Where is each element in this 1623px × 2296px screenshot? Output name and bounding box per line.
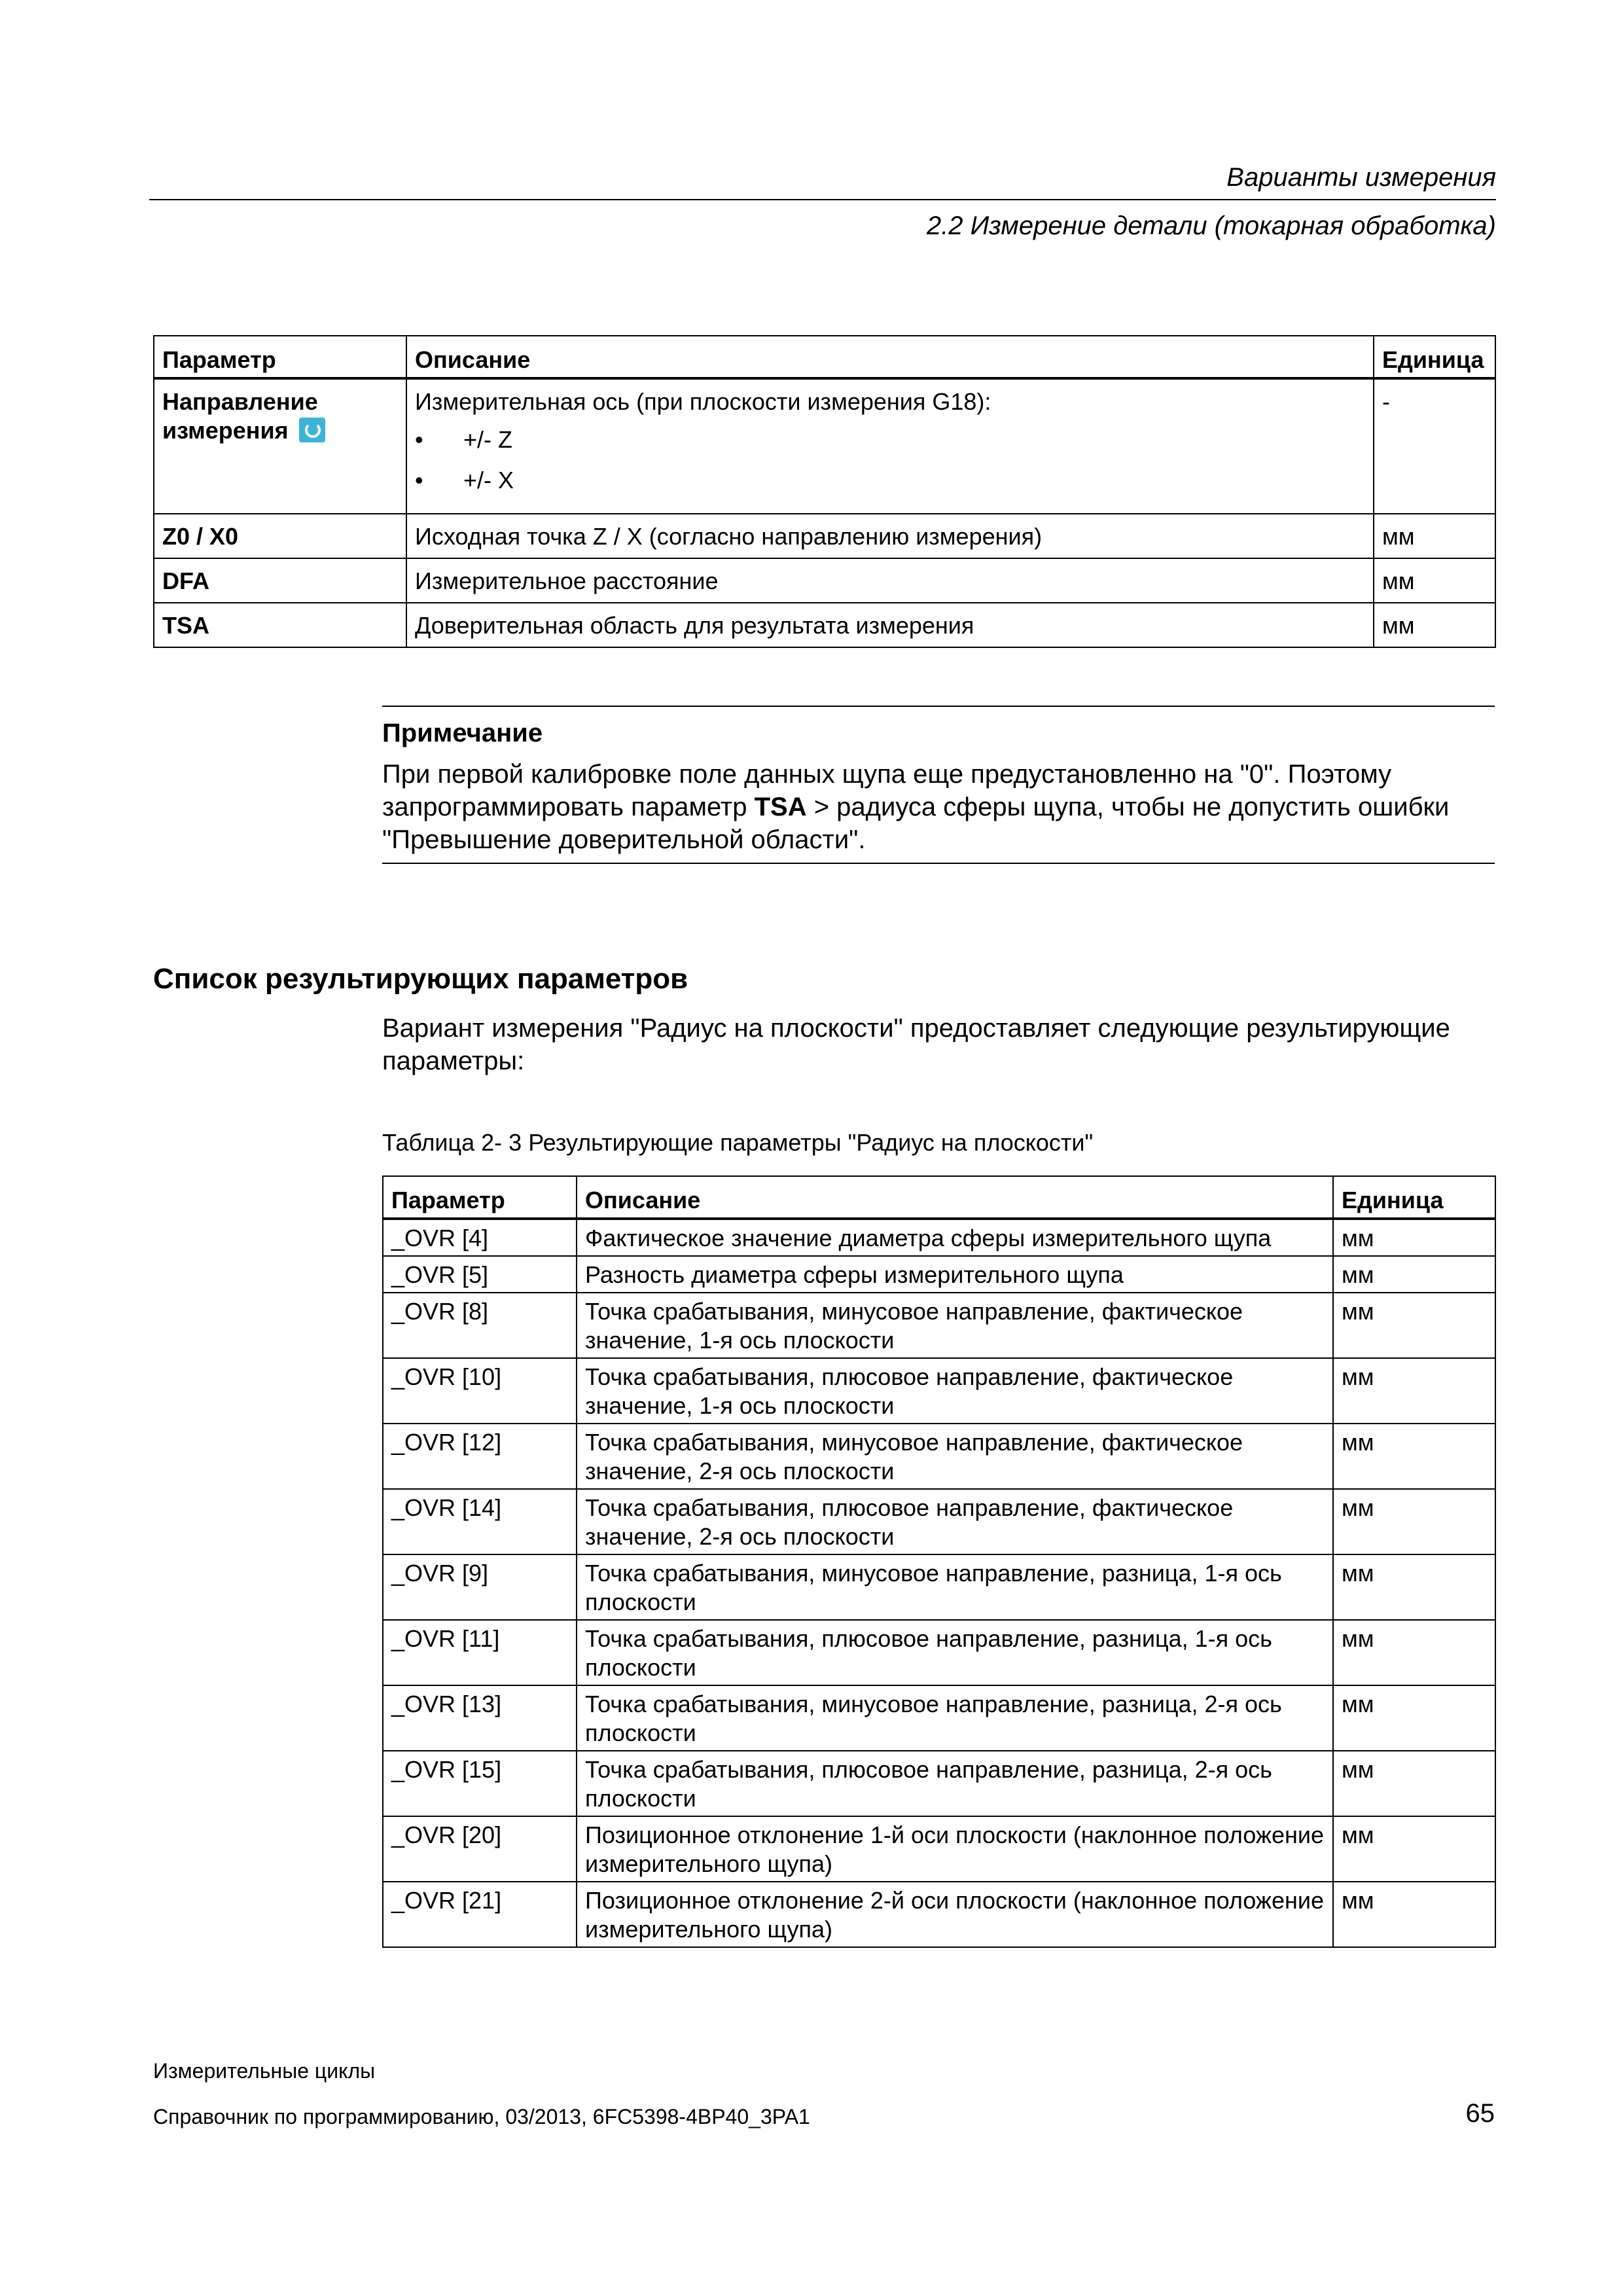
- desc-cell: Точка срабатывания, плюсовое направление, разница, 1-я ось плоскости: [577, 1620, 1333, 1685]
- param-name: Направление измерения: [162, 388, 318, 444]
- table-row: [383, 1816, 1495, 1882]
- note-title: Примечание: [382, 719, 543, 747]
- table-row: [154, 378, 1495, 514]
- table-row: [383, 1219, 1495, 1256]
- desc-cell: Точка срабатывания, минусовое направление, разница, 1-я ось плоскости: [577, 1554, 1333, 1620]
- desc-cell: Точка срабатывания, минусовое направление, фактическое значение, 1-я ось плоскости: [577, 1293, 1333, 1358]
- table-row: [383, 1882, 1495, 1947]
- parameters-table: [153, 335, 1496, 648]
- chapter-title: Варианты измерения: [1226, 163, 1496, 192]
- unit-cell: мм: [1333, 1424, 1495, 1489]
- table-header-row: [383, 1176, 1495, 1219]
- desc-cell: Точка срабатывания, плюсовое направление, разница, 2-я ось плоскости: [577, 1751, 1333, 1816]
- param-cell: _OVR [5]: [383, 1256, 577, 1293]
- note-text-part: > радиуса сферы щупа, чтобы не допустить ошибки "Превышение доверительной области".: [382, 793, 1450, 854]
- table-row: [383, 1751, 1495, 1816]
- unit-cell: -: [1374, 378, 1495, 514]
- section-title-header: 2.2 Измерение детали (токарная обработка): [926, 211, 1496, 240]
- param-cell: _OVR [8]: [383, 1293, 577, 1358]
- table-row: [383, 1256, 1495, 1293]
- table-row: [383, 1620, 1495, 1685]
- param-cell: TSA: [154, 603, 406, 647]
- table-row: [154, 603, 1495, 647]
- param-cell: _OVR [15]: [383, 1751, 577, 1816]
- table-row: [154, 514, 1495, 558]
- param-cell: _OVR [4]: [383, 1219, 577, 1256]
- desc-cell: Позиционное отклонение 2-й оси плоскости (наклонное положение измерительного щупа): [577, 1882, 1333, 1947]
- unit-cell: мм: [1333, 1816, 1495, 1882]
- column-header-desc: Описание: [577, 1176, 1333, 1219]
- unit-cell: мм: [1374, 514, 1495, 558]
- note-bottom-divider: [382, 863, 1495, 864]
- column-header-unit: Единица: [1333, 1176, 1495, 1219]
- param-cell: _OVR [12]: [383, 1424, 577, 1489]
- param-cell: _OVR [13]: [383, 1685, 577, 1751]
- param-cell: _OVR [14]: [383, 1489, 577, 1554]
- table-row: [383, 1424, 1495, 1489]
- list-item: [415, 425, 1366, 454]
- unit-cell: мм: [1333, 1620, 1495, 1685]
- unit-cell: мм: [1333, 1219, 1495, 1256]
- column-header-param: Параметр: [383, 1176, 577, 1219]
- table-row: [383, 1554, 1495, 1620]
- intro-paragraph: Вариант измерения "Радиус на плоскости" предоставляет следующие результирующие параметры:: [382, 1014, 1450, 1075]
- footer-manual-info: Справочник по программированию, 03/2013, 6FC5398-4BP40_3PA1: [153, 2105, 810, 2128]
- table-row: [383, 1685, 1495, 1751]
- result-parameters-table: [382, 1175, 1496, 1948]
- table-header-row: [154, 336, 1495, 378]
- desc-cell: [406, 378, 1374, 514]
- note-top-divider: [382, 706, 1495, 707]
- column-header-unit: Единица: [1374, 336, 1495, 378]
- desc-cell: Разность диаметра сферы измерительного щупа: [577, 1256, 1333, 1293]
- list-item: [415, 466, 1366, 495]
- table-row: [383, 1358, 1495, 1424]
- unit-cell: мм: [1333, 1293, 1495, 1358]
- desc-cell: Исходная точка Z / X (согласно направлению измерения): [406, 514, 1374, 558]
- unit-cell: мм: [1374, 558, 1495, 603]
- unit-cell: мм: [1333, 1358, 1495, 1424]
- unit-cell: мм: [1374, 603, 1495, 647]
- column-header-param: Параметр: [154, 336, 406, 378]
- header-divider: [149, 199, 1496, 200]
- param-cell: _OVR [9]: [383, 1554, 577, 1620]
- unit-cell: мм: [1333, 1882, 1495, 1947]
- column-header-desc: Описание: [406, 336, 1374, 378]
- desc-cell: Точка срабатывания, плюсовое направление, фактическое значение, 1-я ось плоскости: [577, 1358, 1333, 1424]
- cycle-icon[interactable]: [299, 418, 325, 442]
- footer-book-title: Измерительные циклы: [153, 2059, 376, 2083]
- param-cell: _OVR [20]: [383, 1816, 577, 1882]
- param-cell: _OVR [11]: [383, 1620, 577, 1685]
- unit-cell: мм: [1333, 1554, 1495, 1620]
- desc-cell: Точка срабатывания, минусовое направление, разница, 2-я ось плоскости: [577, 1685, 1333, 1751]
- desc-cell: Точка срабатывания, минусовое направление, фактическое значение, 2-я ось плоскости: [577, 1424, 1333, 1489]
- desc-cell: Фактическое значение диаметра сферы измерительного щупа: [577, 1219, 1333, 1256]
- bullet-text: +/- X: [463, 467, 514, 493]
- param-cell: _OVR [10]: [383, 1358, 577, 1424]
- note-box: [382, 706, 1495, 864]
- note-text-bold: TSA: [754, 793, 807, 821]
- table-row: [383, 1293, 1495, 1358]
- param-cell: Z0 / X0: [154, 514, 406, 558]
- param-cell: DFA: [154, 558, 406, 603]
- param-cell: _OVR [21]: [383, 1882, 577, 1947]
- page-header: [149, 161, 1496, 242]
- note-text: [382, 758, 1495, 856]
- bullet-icon: •: [415, 426, 423, 453]
- note-text-part: При первой калибровке поле данных щупа еще предустановленно на "0". Поэтому запрограммировать параметр: [382, 760, 1392, 821]
- table-row: [154, 558, 1495, 603]
- bullet-text: +/- Z: [463, 426, 513, 453]
- table-caption: Таблица 2- 3 Результирующие параметры "Радиус на плоскости": [382, 1129, 1094, 1156]
- desc-cell: Позиционное отклонение 1-й оси плоскости (наклонное положение измерительного щупа): [577, 1816, 1333, 1882]
- section-heading: Список результирующих параметров: [153, 963, 688, 995]
- desc-cell: Точка срабатывания, плюсовое направление, фактическое значение, 2-я ось плоскости: [577, 1489, 1333, 1554]
- unit-cell: мм: [1333, 1489, 1495, 1554]
- bullet-list: [415, 425, 1366, 495]
- desc-cell: Доверительная область для результата измерения: [406, 603, 1374, 647]
- unit-cell: мм: [1333, 1256, 1495, 1293]
- unit-cell: мм: [1333, 1751, 1495, 1816]
- table-row: [383, 1489, 1495, 1554]
- unit-cell: мм: [1333, 1685, 1495, 1751]
- desc-cell: Измерительное расстояние: [406, 558, 1374, 603]
- bullet-icon: •: [415, 467, 423, 493]
- desc-text: Измерительная ось (при плоскости измерения G18):: [415, 388, 991, 415]
- param-cell: [154, 378, 406, 514]
- page-number: 65: [1465, 2099, 1495, 2128]
